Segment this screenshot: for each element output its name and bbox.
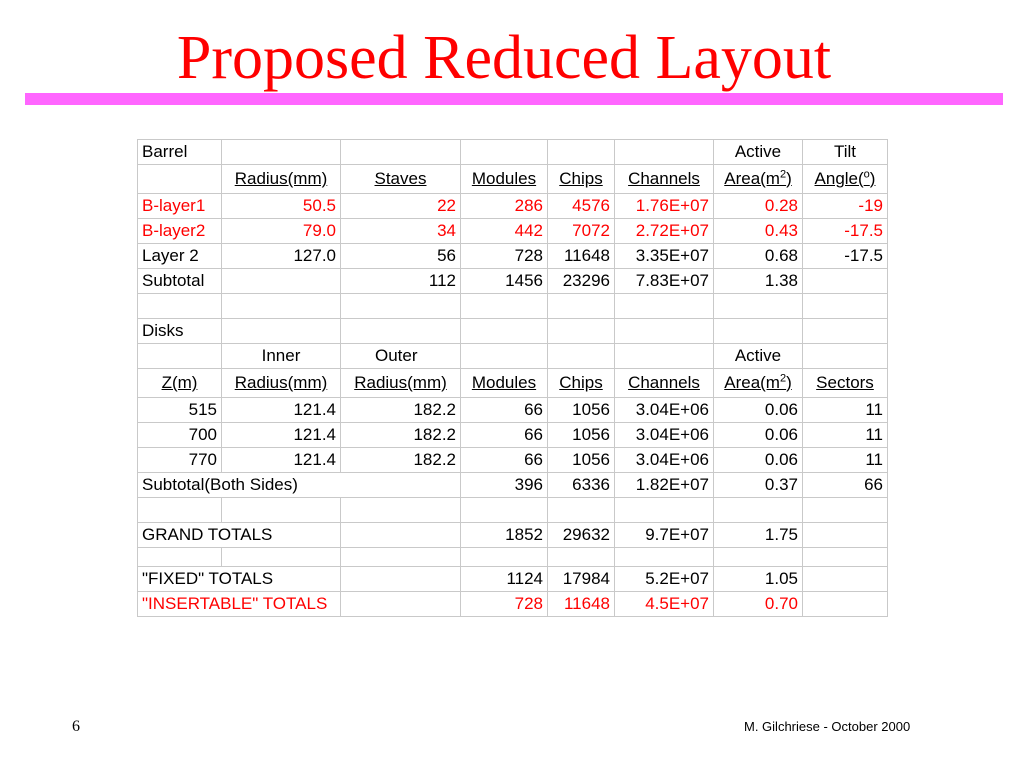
table-header-row: [138, 165, 888, 194]
empty-row: [138, 548, 888, 567]
header-area: $Area(m^2)$: [724, 168, 792, 188]
header-modules: Modules: [471, 373, 537, 392]
table-row: B-layer2 79.0 34 442 7072 2.72E+07 0.43 -17.5: [138, 219, 888, 244]
table-header-row: [138, 344, 888, 369]
page-number: 6: [72, 718, 80, 735]
header-area: $Area(m^2)$: [724, 372, 792, 392]
header-modules: Modules: [471, 169, 537, 188]
grand-totals-row: GRAND TOTALS 1852 29632 9.7E+07 1.75: [138, 523, 888, 548]
layout-table: [137, 139, 888, 617]
header-channels: Channels: [628, 373, 700, 392]
header-active: Active: [714, 344, 803, 369]
header-angle: Angle($^o$): [814, 168, 876, 188]
footer-author-date: M. Gilchriese - October 2000: [744, 719, 911, 734]
table-row: 770 121.4 182.2 66 1056 3.04E+06 0.06 11: [138, 448, 888, 473]
header-z: Z(m): [161, 373, 198, 392]
section-label-barrel: Barrel: [138, 140, 222, 165]
header-outer-radius: Radius(mm): [354, 373, 447, 392]
header-outer: Outer: [341, 344, 461, 369]
header-chips: Chips: [559, 169, 603, 188]
table-row: 700 121.4 182.2 66 1056 3.04E+06 0.06 11: [138, 423, 888, 448]
section-label-disks: Disks: [138, 319, 222, 344]
table-row: [138, 319, 888, 344]
empty-row: [138, 498, 888, 523]
subtotal-row: Subtotal(Both Sides) 396 6336 1.82E+07 0.37 66: [138, 473, 888, 498]
slide-title: Proposed Reduced Layout: [176, 24, 832, 92]
header-inner-radius: Radius(mm): [234, 373, 328, 392]
table-header-row: [138, 369, 888, 398]
table-row: 515 121.4 182.2 66 1056 3.04E+06 0.06 11: [138, 398, 888, 423]
header-inner: Inner: [222, 344, 341, 369]
subtotal-row: Subtotal 112 1456 23296 7.83E+07 1.38: [138, 269, 888, 294]
insertable-totals-row: "INSERTABLE" TOTALS 728 11648 4.5E+07 0.70: [138, 592, 888, 617]
header-chips: Chips: [559, 373, 603, 392]
header-sectors: Sectors: [816, 373, 874, 392]
header-radius: Radius(mm): [234, 169, 328, 188]
title-underline-bar: [25, 93, 1003, 105]
empty-row: [138, 294, 888, 319]
table-row: Layer 2 127.0 56 728 11648 3.35E+07 0.68 -17.5: [138, 244, 888, 269]
table-row: B-layer1 50.5 22 286 4576 1.76E+07 0.28 -19: [138, 194, 888, 219]
header-channels: Channels: [628, 169, 700, 188]
fixed-totals-row: "FIXED" TOTALS 1124 17984 5.2E+07 1.05: [138, 567, 888, 592]
table-row: [138, 140, 888, 165]
header-active: Active: [714, 140, 803, 165]
header-staves: Staves: [374, 169, 427, 188]
header-tilt: Tilt: [803, 140, 888, 165]
